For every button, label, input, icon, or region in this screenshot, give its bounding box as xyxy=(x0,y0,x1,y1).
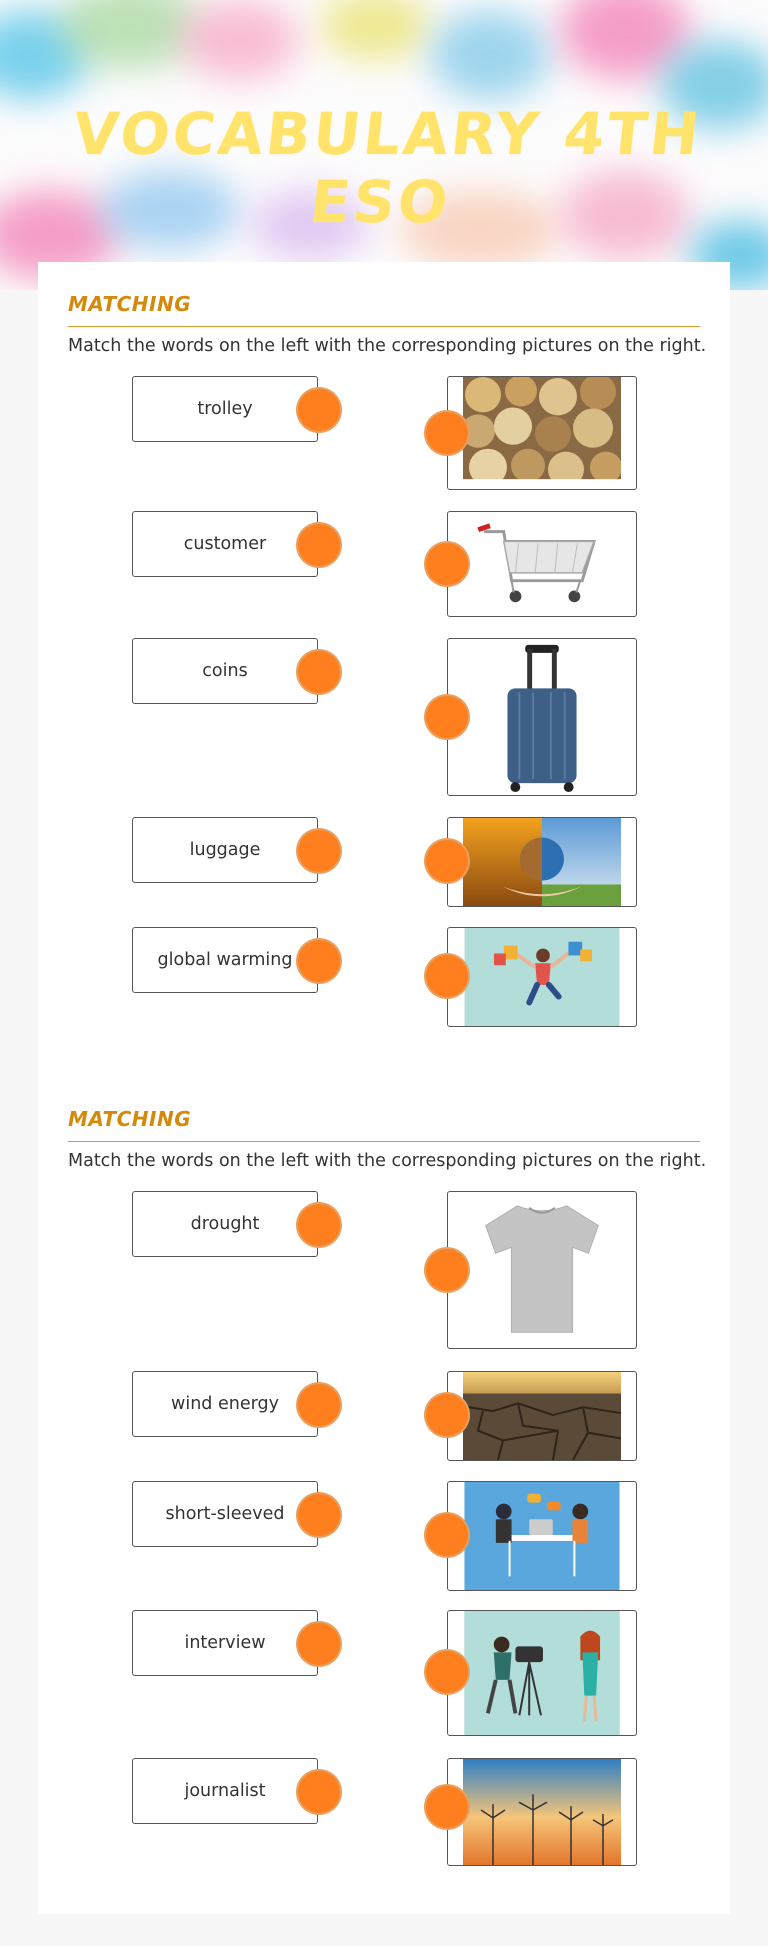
coins-image xyxy=(463,377,621,489)
header-banner xyxy=(0,0,768,290)
suitcase-image xyxy=(463,639,621,795)
word-card[interactable]: trolley xyxy=(132,376,318,442)
word-card[interactable]: journalist xyxy=(132,1758,318,1824)
picture-card[interactable] xyxy=(447,376,637,490)
picture-connector-dot[interactable] xyxy=(426,1394,468,1436)
picture-card[interactable] xyxy=(447,1610,637,1736)
word-card[interactable]: wind energy xyxy=(132,1371,318,1437)
picture-card[interactable] xyxy=(447,817,637,907)
tshirt-image xyxy=(463,1192,621,1348)
picture-connector-dot[interactable] xyxy=(426,696,468,738)
divider xyxy=(68,1141,700,1142)
section-title: MATCHING xyxy=(68,292,192,316)
word-card[interactable]: customer xyxy=(132,511,318,577)
wind-turbines-image xyxy=(463,1759,621,1865)
page-title: VOCABULARY 4TH ESO xyxy=(70,100,706,236)
picture-card[interactable] xyxy=(447,927,637,1027)
global-warming-image xyxy=(463,818,621,906)
picture-connector-dot[interactable] xyxy=(426,543,468,585)
picture-card[interactable] xyxy=(447,511,637,617)
word-connector-dot[interactable] xyxy=(298,651,340,693)
picture-card[interactable] xyxy=(447,1758,637,1866)
picture-card[interactable] xyxy=(447,1371,637,1461)
word-connector-dot[interactable] xyxy=(298,1623,340,1665)
picture-connector-dot[interactable] xyxy=(426,840,468,882)
picture-connector-dot[interactable] xyxy=(426,1651,468,1693)
journalist-image xyxy=(463,1611,621,1735)
section-instruction: Match the words on the left with the corresponding pictures on the right. xyxy=(68,336,707,356)
word-connector-dot[interactable] xyxy=(298,1494,340,1536)
word-connector-dot[interactable] xyxy=(298,830,340,872)
word-connector-dot[interactable] xyxy=(298,389,340,431)
word-card[interactable]: short-sleeved xyxy=(132,1481,318,1547)
word-card[interactable]: luggage xyxy=(132,817,318,883)
picture-card[interactable] xyxy=(447,638,637,796)
divider xyxy=(68,326,700,327)
section-instruction: Match the words on the left with the corresponding pictures on the right. xyxy=(68,1151,707,1171)
shopping-customer-image xyxy=(463,928,621,1026)
picture-connector-dot[interactable] xyxy=(426,1249,468,1291)
picture-connector-dot[interactable] xyxy=(426,1514,468,1556)
word-connector-dot[interactable] xyxy=(298,940,340,982)
drought-image xyxy=(463,1372,621,1460)
picture-connector-dot[interactable] xyxy=(426,955,468,997)
section-title: MATCHING xyxy=(68,1107,192,1131)
word-card[interactable]: coins xyxy=(132,638,318,704)
word-connector-dot[interactable] xyxy=(298,1771,340,1813)
word-connector-dot[interactable] xyxy=(298,524,340,566)
word-connector-dot[interactable] xyxy=(298,1384,340,1426)
interview-image xyxy=(463,1482,621,1590)
shopping-cart-image xyxy=(463,512,621,616)
word-card[interactable]: drought xyxy=(132,1191,318,1257)
picture-card[interactable] xyxy=(447,1191,637,1349)
picture-connector-dot[interactable] xyxy=(426,1786,468,1828)
word-connector-dot[interactable] xyxy=(298,1204,340,1246)
word-card[interactable]: global warming xyxy=(132,927,318,993)
word-card[interactable]: interview xyxy=(132,1610,318,1676)
picture-connector-dot[interactable] xyxy=(426,412,468,454)
picture-card[interactable] xyxy=(447,1481,637,1591)
